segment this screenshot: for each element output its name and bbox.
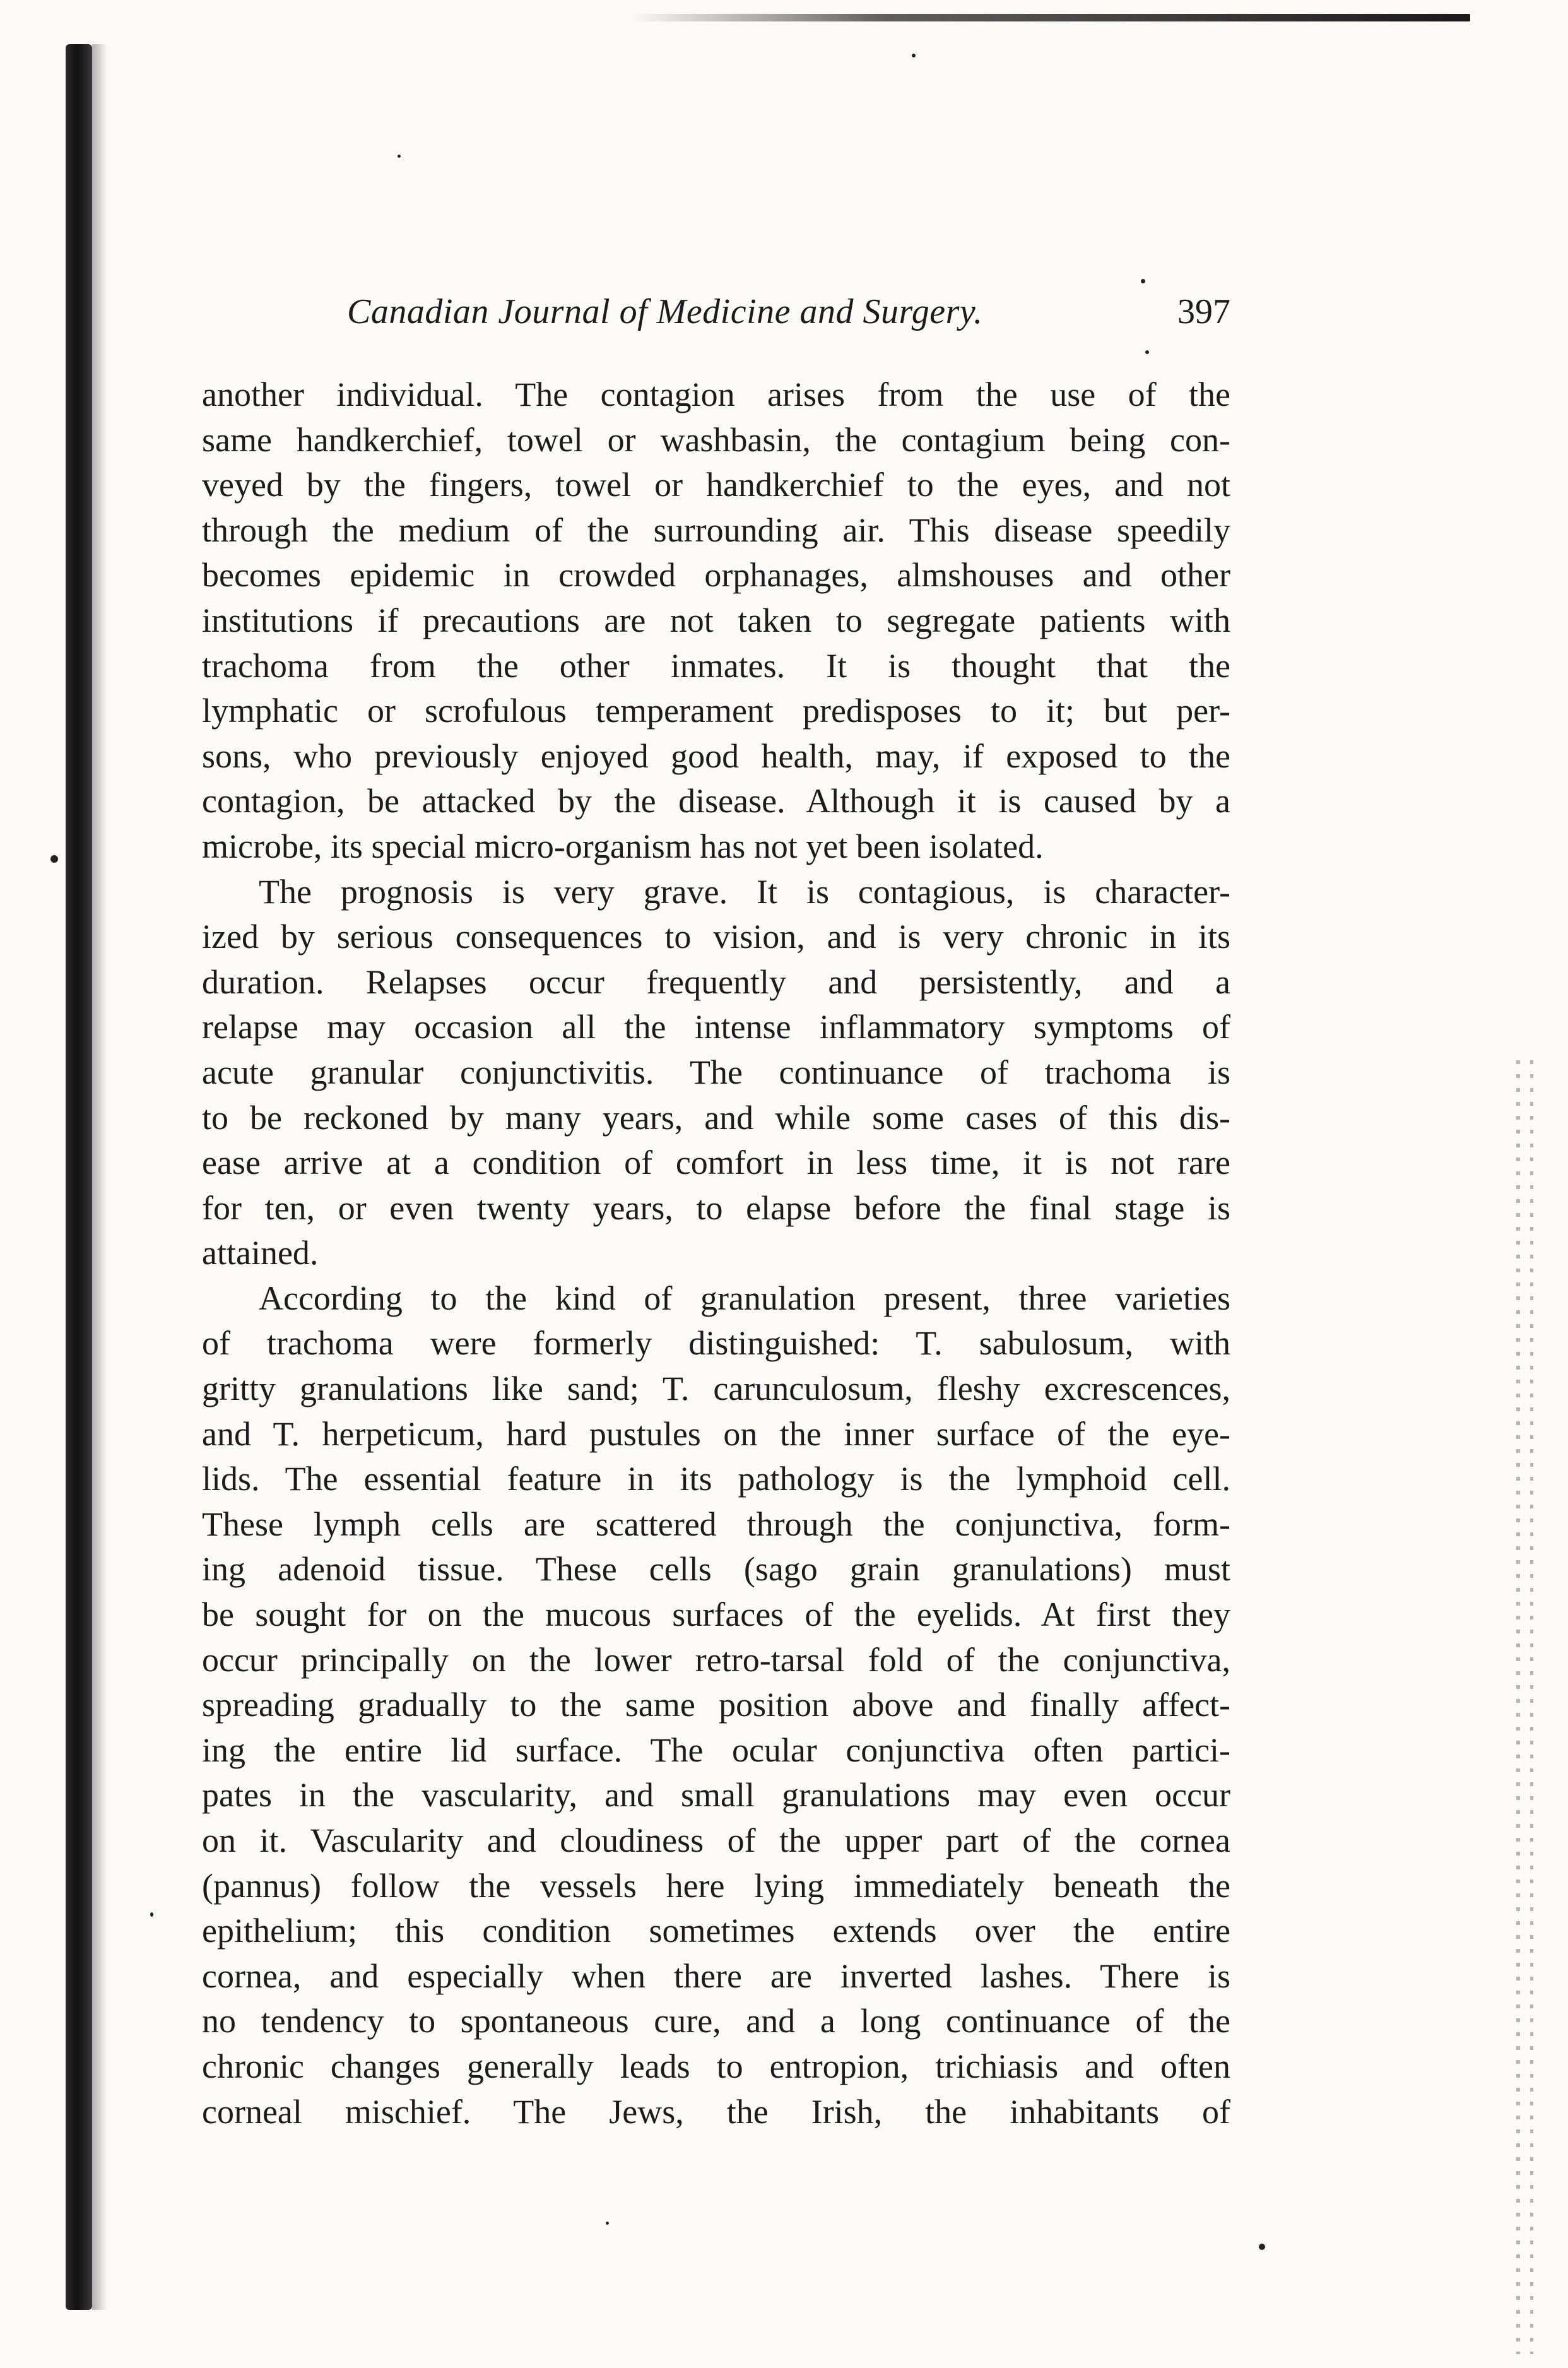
text-line: duration. Relapses occur frequently and persistently, and a xyxy=(202,962,1230,1001)
text-line: contagion, be attacked by the disease. Although it is caused by a xyxy=(202,782,1230,820)
scan-speck xyxy=(150,1912,153,1917)
text-line: veyed by the fingers, towel or handkerchief to the eyes, and not xyxy=(202,466,1230,504)
scan-speck xyxy=(1141,279,1145,283)
binding-shadow-soft xyxy=(92,44,107,2310)
text-line: through the medium of the surrounding air. This disease speedily xyxy=(202,511,1230,549)
text-line: sons, who previously enjoyed good health, may, if exposed to the xyxy=(202,737,1230,775)
text-line: trachoma from the other inmates. It is thought that the xyxy=(202,646,1230,685)
text-line: lids. The essential feature in its pathology is the lymphoid cell. xyxy=(202,1460,1230,1498)
text-line: epithelium; this condition sometimes extends over the entire xyxy=(202,1912,1230,1950)
text-line: ease arrive at a condition of comfort in less time, it is not rare xyxy=(202,1144,1230,1182)
scan-speck xyxy=(1145,350,1149,354)
text-line: becomes epidemic in crowded orphanages, almshouses and other xyxy=(202,556,1230,595)
text-line: and T. herpeticum, hard pustules on the inner surface of the eye- xyxy=(202,1414,1230,1453)
text-line: corneal mischief. The Jews, the Irish, the inhabitants of xyxy=(202,2092,1230,2131)
scan-speck xyxy=(912,54,916,57)
scan-speck xyxy=(50,855,58,863)
running-header xyxy=(202,292,1230,342)
text-line: chronic changes generally leads to entropion, trichiasis and often xyxy=(202,2047,1230,2085)
scan-speck xyxy=(398,155,401,158)
text-line: acute granular conjunctivitis. The continuance of trachoma is xyxy=(202,1053,1230,1091)
text-line: microbe, its special micro-organism has not yet been isolated. xyxy=(202,827,1044,865)
scan-speck xyxy=(1259,2244,1265,2250)
text-line: institutions if precautions are not taken to segregate patients with xyxy=(202,601,1230,639)
text-line: ized by serious consequences to vision, and is very chronic in its xyxy=(202,918,1230,956)
text-line: for ten, or even twenty years, to elapse before the final stage is xyxy=(202,1188,1230,1227)
text-line: on it. Vascularity and cloudiness of the upper part of the cornea xyxy=(202,1821,1230,1859)
text-line: (pannus) follow the vessels here lying immediately beneath the xyxy=(202,1866,1230,1905)
page-number: 397 xyxy=(1177,292,1230,331)
text-line: cornea, and especially when there are inverted lashes. There is xyxy=(202,1957,1230,1995)
text-line: pates in the vascularity, and small granulations may even occur xyxy=(202,1776,1230,1814)
text-line: ing the entire lid surface. The ocular conjunctiva often partici- xyxy=(202,1731,1230,1769)
text-line: of trachoma were formerly distinguished: T. sabulosum, with xyxy=(202,1324,1230,1363)
text-line: be sought for on the mucous surfaces of the eyelids. At first they xyxy=(202,1595,1230,1634)
text-line: another individual. The contagion arises from the use of the xyxy=(202,376,1230,413)
text-line: ing adenoid tissue. These cells (sago grain granulations) must xyxy=(202,1550,1230,1589)
binding-shadow xyxy=(66,44,92,2310)
text-line: no tendency to spontaneous cure, and a long continuance of the xyxy=(202,2002,1230,2040)
scan-speck xyxy=(606,2222,609,2225)
right-margin-speckle xyxy=(1505,1060,1549,2354)
journal-title: Canadian Journal of Medicine and Surgery. xyxy=(347,292,983,331)
body-text xyxy=(202,372,1230,2134)
paragraph-start-line: The prognosis is very grave. It is contagious, is character- xyxy=(259,872,1230,911)
text-line: occur principally on the lower retro-tarsal fold of the conjunctiva, xyxy=(202,1640,1230,1679)
top-scan-edge xyxy=(631,14,1470,21)
text-line: lymphatic or scrofulous temperament predisposes to it; but per- xyxy=(202,692,1230,730)
text-line: spreading gradually to the same position above and finally affect- xyxy=(202,1686,1230,1724)
paragraph-start-line: According to the kind of granulation present, three varieties xyxy=(259,1279,1230,1317)
text-line: attained. xyxy=(202,1234,319,1272)
text-line: same handkerchief, towel or washbasin, the contagium being con- xyxy=(202,420,1230,459)
text-line: relapse may occasion all the intense inflammatory symptoms of xyxy=(202,1008,1230,1046)
text-line: These lymph cells are scattered through the conjunctiva, form- xyxy=(202,1505,1230,1543)
text-line: to be reckoned by many years, and while some cases of this dis- xyxy=(202,1098,1230,1137)
text-line: gritty granulations like sand; T. carunculosum, fleshy excrescences, xyxy=(202,1370,1230,1408)
